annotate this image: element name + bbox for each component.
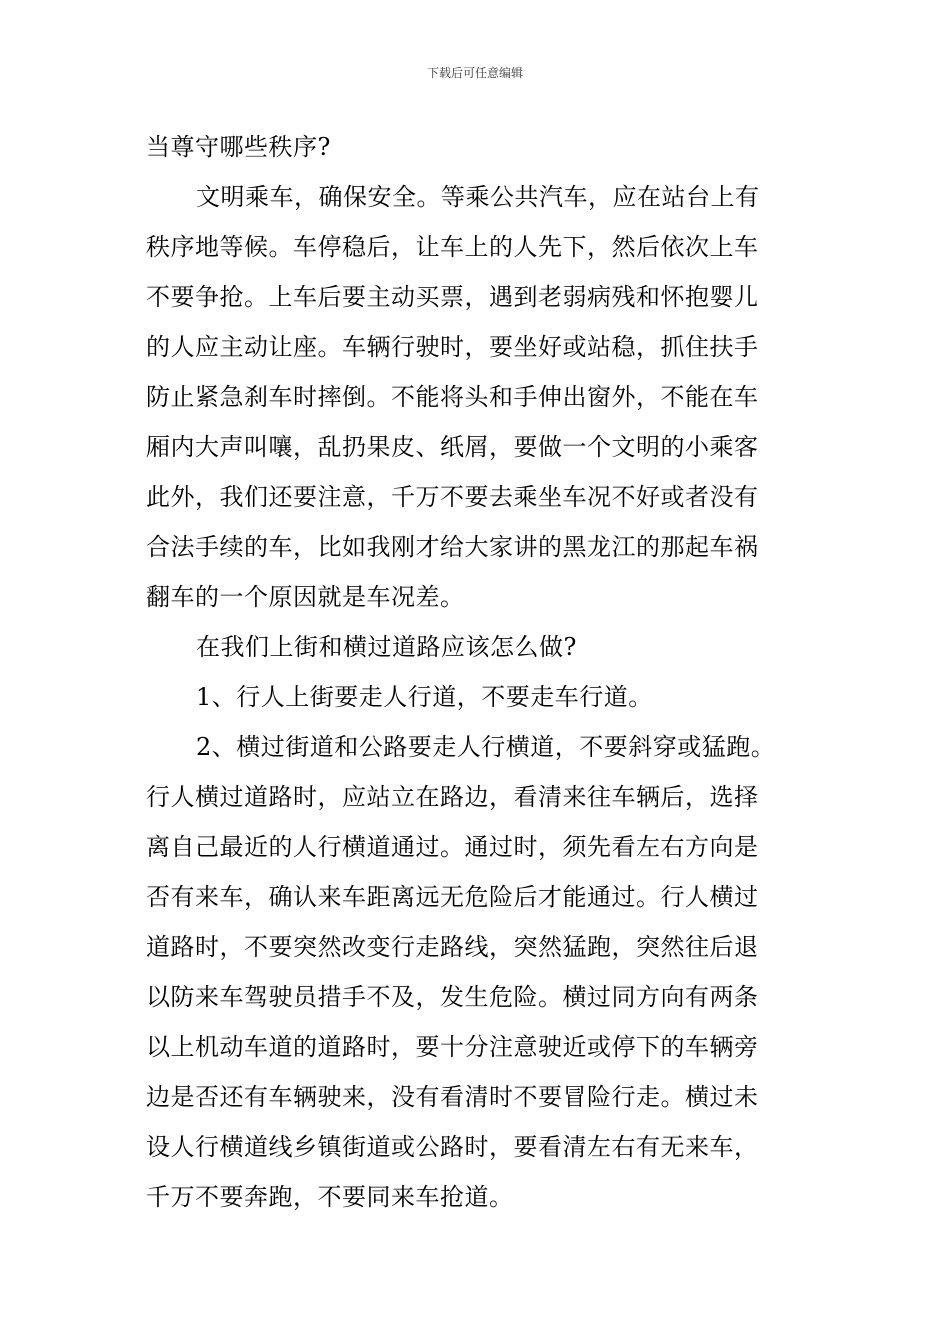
text-line: 行人横过道路时，应站立在路边，看清来往车辆后，选择 [146, 783, 759, 811]
page-header: 下载后可任意编辑 [426, 66, 523, 80]
document-body [146, 122, 811, 1222]
text-line: 2、横过街道和公路要走人行横道，不要斜穿或猛跑。 [196, 733, 776, 761]
text-line: 此外，我们还要注意，千万不要去乘坐车况不好或者没有 [146, 483, 759, 511]
text-line: 翻车的一个原因就是车况差。 [146, 583, 465, 611]
text-line: 边是否还有车辆驶来，没有看清时不要冒险行走。横过未 [146, 1083, 759, 1111]
text-line: 不要争抢。上车后要主动买票，遇到老弱病残和怀抱婴儿 [146, 283, 759, 311]
text-line: 离自己最近的人行横道通过。通过时，须先看左右方向是 [146, 833, 759, 861]
text-line: 以防来车驾驶员措手不及，发生危险。横过同方向有两条 [146, 983, 759, 1011]
text-line: 秩序地等候。车停稳后，让车上的人先下，然后依次上车 [146, 233, 759, 261]
text-line: 在我们上街和横过道路应该怎么做? [196, 633, 577, 661]
text-line: 千万不要奔跑，不要同来车抢道。 [146, 1183, 514, 1211]
text-line: 以上机动车道的道路时，要十分注意驶近或停下的车辆旁 [146, 1033, 759, 1061]
text-line: 否有来车，确认来车距离远无危险后才能通过。行人横过 [146, 883, 759, 911]
text-line: 设人行横道线乡镇街道或公路时，要看清左右有无来车， [146, 1133, 759, 1161]
text-line: 文明乘车，确保安全。等乘公共汽车，应在站台上有 [196, 183, 760, 211]
text-line: 1、行人上街要走人行道，不要走车行道。 [196, 683, 653, 711]
text-line: 道路时，不要突然改变行走路线，突然猛跑，突然往后退 [146, 933, 759, 961]
text-line: 合法手续的车，比如我刚才给大家讲的黑龙江的那起车祸 [146, 533, 759, 561]
text-line: 厢内大声叫嚷，乱扔果皮、纸屑，要做一个文明的小乘客 [146, 433, 759, 461]
text-line: 的人应主动让座。车辆行驶时，要坐好或站稳，抓住扶手 [146, 333, 759, 361]
text-line: 防止紧急刹车时摔倒。不能将头和手伸出窗外，不能在车 [146, 383, 759, 411]
text-line: 当尊守哪些秩序? [146, 133, 331, 161]
